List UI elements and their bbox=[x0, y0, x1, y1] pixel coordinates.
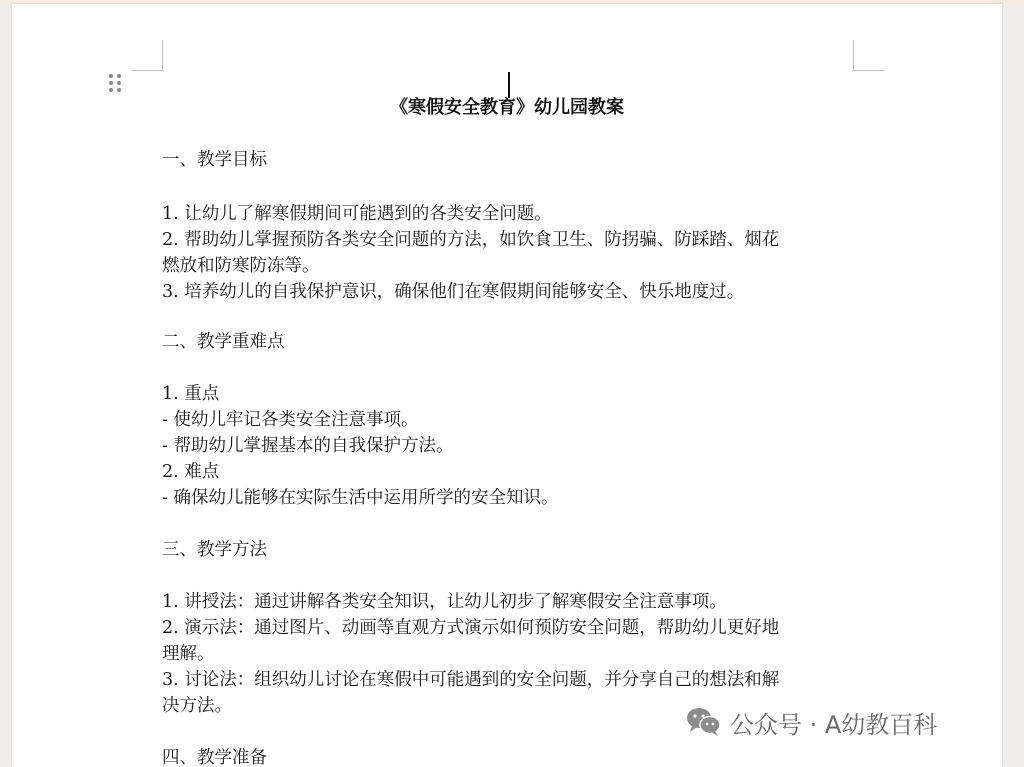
key-point-heading: 1. 重点 bbox=[162, 384, 220, 404]
section-heading-objectives: 一、教学目标 bbox=[162, 150, 267, 170]
method-item-3: 3. 讨论法：组织幼儿讨论在寒假中可能遇到的安全问题，并分享自己的想法和解 bbox=[162, 670, 780, 690]
margin-corner-top-right bbox=[853, 40, 884, 71]
method-item-1: 1. 讲授法：通过讲解各类安全知识，让幼儿初步了解寒假安全注意事项。 bbox=[162, 592, 727, 612]
section-heading-key-points: 二、教学重难点 bbox=[162, 332, 285, 352]
objective-item-3: 3. 培养幼儿的自我保护意识，确保他们在寒假期间能够安全、快乐地度过。 bbox=[162, 282, 745, 302]
objective-item-2: 2. 帮助幼儿掌握预防各类安全问题的方法，如饮食卫生、防拐骗、防踩踏、烟花 bbox=[162, 230, 780, 250]
objective-item-1: 1. 让幼儿了解寒假期间可能遇到的各类安全问题。 bbox=[162, 204, 552, 224]
method-item-2-continued: 理解。 bbox=[162, 644, 215, 664]
block-drag-handle-icon[interactable] bbox=[109, 74, 123, 94]
watermark-text: 公众号 · A幼教百科 bbox=[730, 710, 938, 739]
key-point-bullet-2: - 帮助幼儿掌握基本的自我保护方法。 bbox=[162, 436, 454, 456]
wechat-icon bbox=[686, 707, 722, 737]
method-item-2: 2. 演示法：通过图片、动画等直观方式演示如何预防安全问题，帮助幼儿更好地 bbox=[162, 618, 780, 638]
objective-item-2-continued: 燃放和防寒防冻等。 bbox=[162, 256, 320, 276]
margin-corner-top-left bbox=[132, 40, 163, 71]
difficulty-heading: 2. 难点 bbox=[162, 462, 220, 482]
watermark bbox=[686, 700, 937, 744]
section-heading-preparation: 四、教学准备 bbox=[162, 748, 267, 767]
difficulty-bullet-1: - 确保幼儿能够在实际生活中运用所学的安全知识。 bbox=[162, 488, 559, 508]
section-heading-methods: 三、教学方法 bbox=[162, 540, 267, 560]
key-point-bullet-1: - 使幼儿牢记各类安全注意事项。 bbox=[162, 410, 419, 430]
document-page[interactable] bbox=[12, 4, 1002, 767]
document-title: 《寒假安全教育》幼儿园教案 bbox=[390, 97, 624, 118]
method-item-3-continued: 决方法。 bbox=[162, 696, 232, 716]
